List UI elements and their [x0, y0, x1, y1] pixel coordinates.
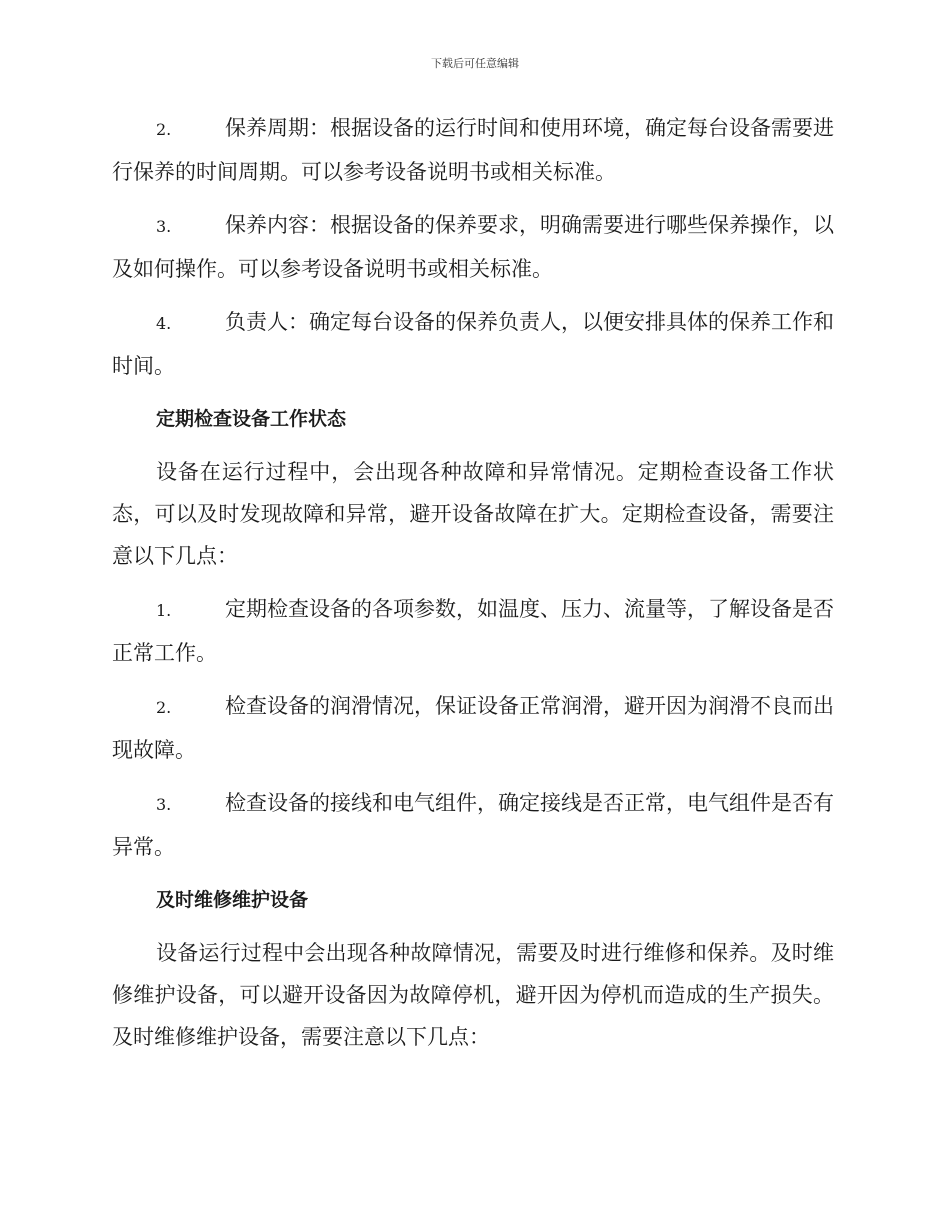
- list-text: 负责人：确定每台设备的保养负责人，以便安排具体的保养工作和时间。: [112, 310, 834, 378]
- paragraph-repair-intro: 设备运行过程中会出现各种故障情况，需要及时进行维修和保养。及时维修维护设备，可以避开设备因为故障停机，避开因为停机而造成的生产损失。及时维修维护设备，需要注意以下几点：: [112, 941, 834, 1049]
- list-item-maintenance-cycle: [112, 107, 834, 193]
- list-number: 2.: [156, 120, 172, 139]
- list-item-check-wiring: [112, 782, 834, 868]
- page-header: 下载后可任意编辑: [431, 57, 519, 70]
- list-number: 3.: [156, 217, 172, 236]
- section-heading-timely-repair: 及时维修维护设备: [156, 889, 309, 911]
- paragraph-inspection-intro: 设备在运行过程中，会出现各种故障和异常情况。定期检查设备工作状态，可以及时发现故障和异常，避开设备故障在扩大。定期检查设备，需要注意以下几点：: [112, 460, 834, 568]
- list-item-maintenance-content: [112, 204, 834, 290]
- list-item-check-lubrication: [112, 685, 834, 771]
- section-heading-regular-inspection: 定期检查设备工作状态: [156, 408, 347, 430]
- list-text: 检查设备的润滑情况，保证设备正常润滑，避开因为润滑不良而出现故障。: [112, 694, 834, 762]
- list-text: 检查设备的接线和电气组件，确定接线是否正常，电气组件是否有异常。: [112, 791, 834, 859]
- list-number: 2.: [156, 698, 172, 717]
- list-number: 4.: [156, 314, 172, 333]
- list-number: 3.: [156, 795, 172, 814]
- list-text: 定期检查设备的各项参数，如温度、压力、流量等，了解设备是否正常工作。: [112, 597, 834, 665]
- document-body: [112, 107, 834, 1069]
- list-text: 保养内容：根据设备的保养要求，明确需要进行哪些保养操作，以及如何操作。可以参考设备说明书或相关标准。: [112, 213, 834, 281]
- list-item-responsible-person: [112, 301, 834, 387]
- list-text: 保养周期：根据设备的运行时间和使用环境，确定每台设备需要进行保养的时间周期。可以参考设备说明书或相关标准。: [112, 116, 834, 184]
- list-number: 1.: [156, 601, 172, 620]
- list-item-check-parameters: [112, 588, 834, 674]
